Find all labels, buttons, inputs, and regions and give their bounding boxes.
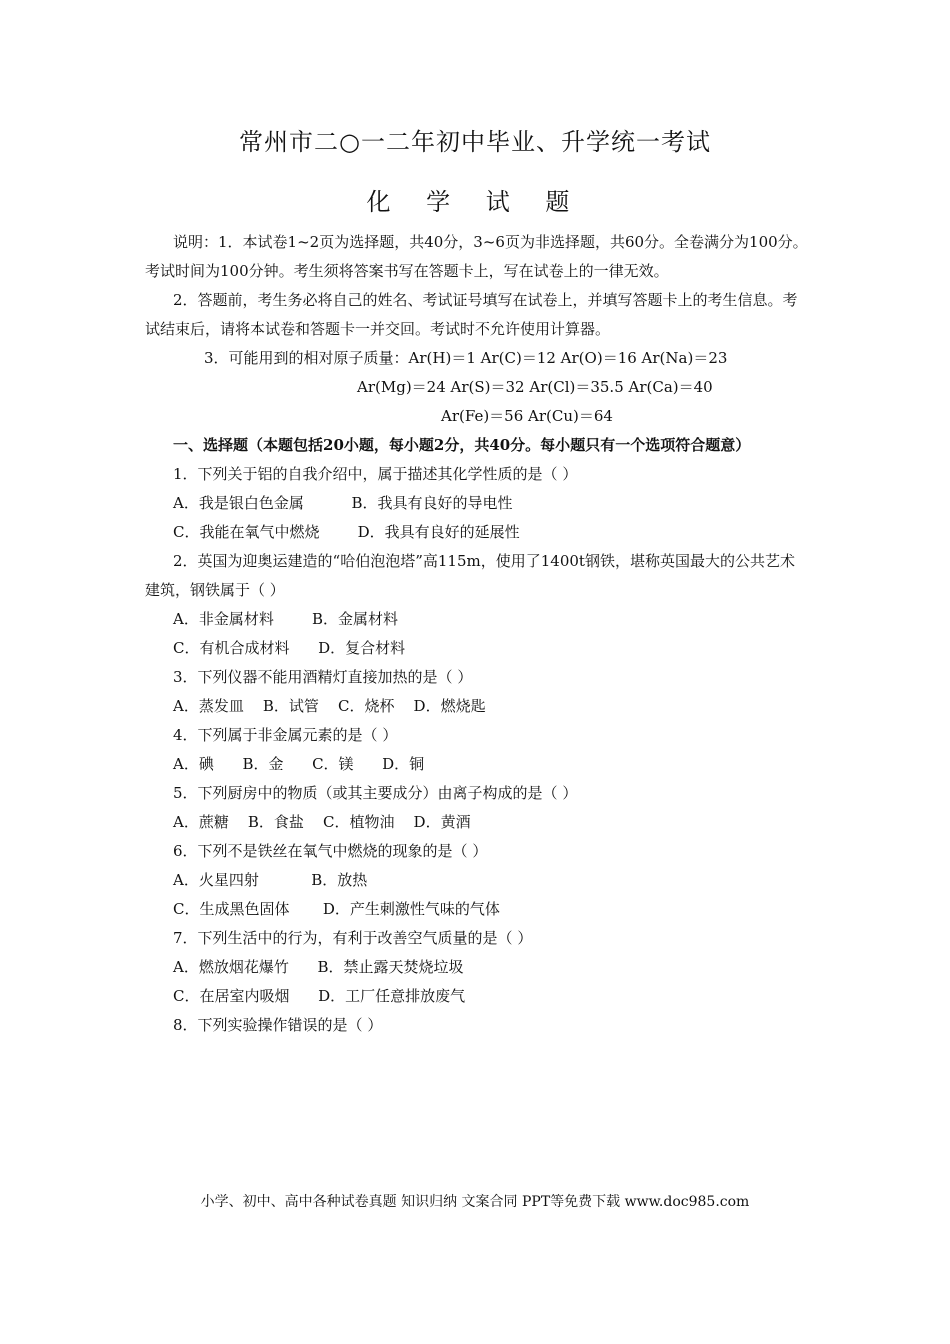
question-stem: 1．下列关于铝的自我介绍中，属于描述其化学性质的是（ ） [173, 465, 578, 483]
question-stem: 8．下列实验操作错误的是（ ） [173, 1016, 383, 1034]
question-options: C．我能在氧气中燃烧 D．我具有良好的延展性 [173, 523, 520, 541]
question-2 [145, 547, 809, 663]
question-stem: 7．下列生活中的行为，有利于改善空气质量的是（ ） [173, 929, 533, 947]
exam-body [145, 228, 809, 1040]
instruction-1: 说明：1．本试卷1~2页为选择题，共40分，3~6页为非选择题，共60分。全卷满分为100分。考试时间为100分钟。考生须将答案书写在答题卡上，写在试卷上的一律无效。 [145, 233, 808, 280]
exam-title: 常州市二○一二年初中毕业、升学统一考试 [239, 128, 711, 156]
question-stem: 3．下列仪器不能用酒精灯直接加热的是（ ） [173, 668, 473, 686]
question-options: A．燃放烟花爆竹 B．禁止露天焚烧垃圾 [173, 958, 464, 976]
question-stem: 5．下列厨房中的物质（或其主要成分）由离子构成的是（ ） [173, 784, 578, 802]
section-heading: 一、选择题（本题包括20小题，每小题2分，共40分。每小题只有一个选项符合题意） [173, 436, 751, 454]
question-options: C．生成黑色固体 D．产生刺激性气味的气体 [173, 900, 500, 918]
instruction-2: 2．答题前，考生务必将自己的姓名、考试证号填写在试卷上，并填写答题卡上的考生信息。考试结束后，请将本试卷和答题卡一并交回。考试时不允许使用计算器。 [145, 291, 798, 338]
question-1 [145, 460, 809, 547]
atomic-mass-line-2: Ar(Mg)＝24 Ar(S)＝32 Ar(Cl)＝35.5 Ar(Ca)＝40 [357, 378, 713, 396]
question-6 [145, 837, 809, 924]
question-stem: 4．下列属于非金属元素的是（ ） [173, 726, 398, 744]
question-8 [145, 1011, 809, 1040]
question-5 [145, 779, 809, 837]
atomic-mass-line-3: Ar(Fe)＝56 Ar(Cu)＝64 [441, 407, 613, 425]
question-options: A．火星四射 B．放热 [173, 871, 368, 889]
instruction-3: 3．可能用到的相对原子质量：Ar(H)＝1 Ar(C)＝12 Ar(O)＝16 Ar(Na)＝23 [204, 349, 728, 367]
page-footer: 小学、初中、高中各种试卷真题 知识归纳 文案合同 PPT等免费下载 www.doc985.com [200, 1194, 750, 1210]
question-options: A．蔗糖 B．食盐 C．植物油 D．黄酒 [173, 813, 471, 831]
exam-subject-title: 化 学 试 题 [366, 188, 584, 216]
question-options: A．非金属材料 B．金属材料 [173, 610, 399, 628]
question-options: A．我是银白色金属 B．我具有良好的导电性 [173, 494, 513, 512]
question-3 [145, 663, 809, 721]
question-options: A．碘 B．金 C．镁 D．铜 [173, 755, 425, 773]
question-stem: 2．英国为迎奥运建造的“哈伯泡泡塔”高115m，使用了1400t钢铁，堪称英国最大的公共艺术建筑，钢铁属于（ ） [145, 552, 795, 599]
question-options: A．蒸发皿 B．试管 C．烧杯 D．燃烧匙 [173, 697, 486, 715]
question-stem: 6．下列不是铁丝在氧气中燃烧的现象的是（ ） [173, 842, 488, 860]
question-options: C．有机合成材料 D．复合材料 [173, 639, 406, 657]
question-4 [145, 721, 809, 779]
question-7 [145, 924, 809, 1011]
question-options: C．在居室内吸烟 D．工厂任意排放废气 [173, 987, 466, 1005]
